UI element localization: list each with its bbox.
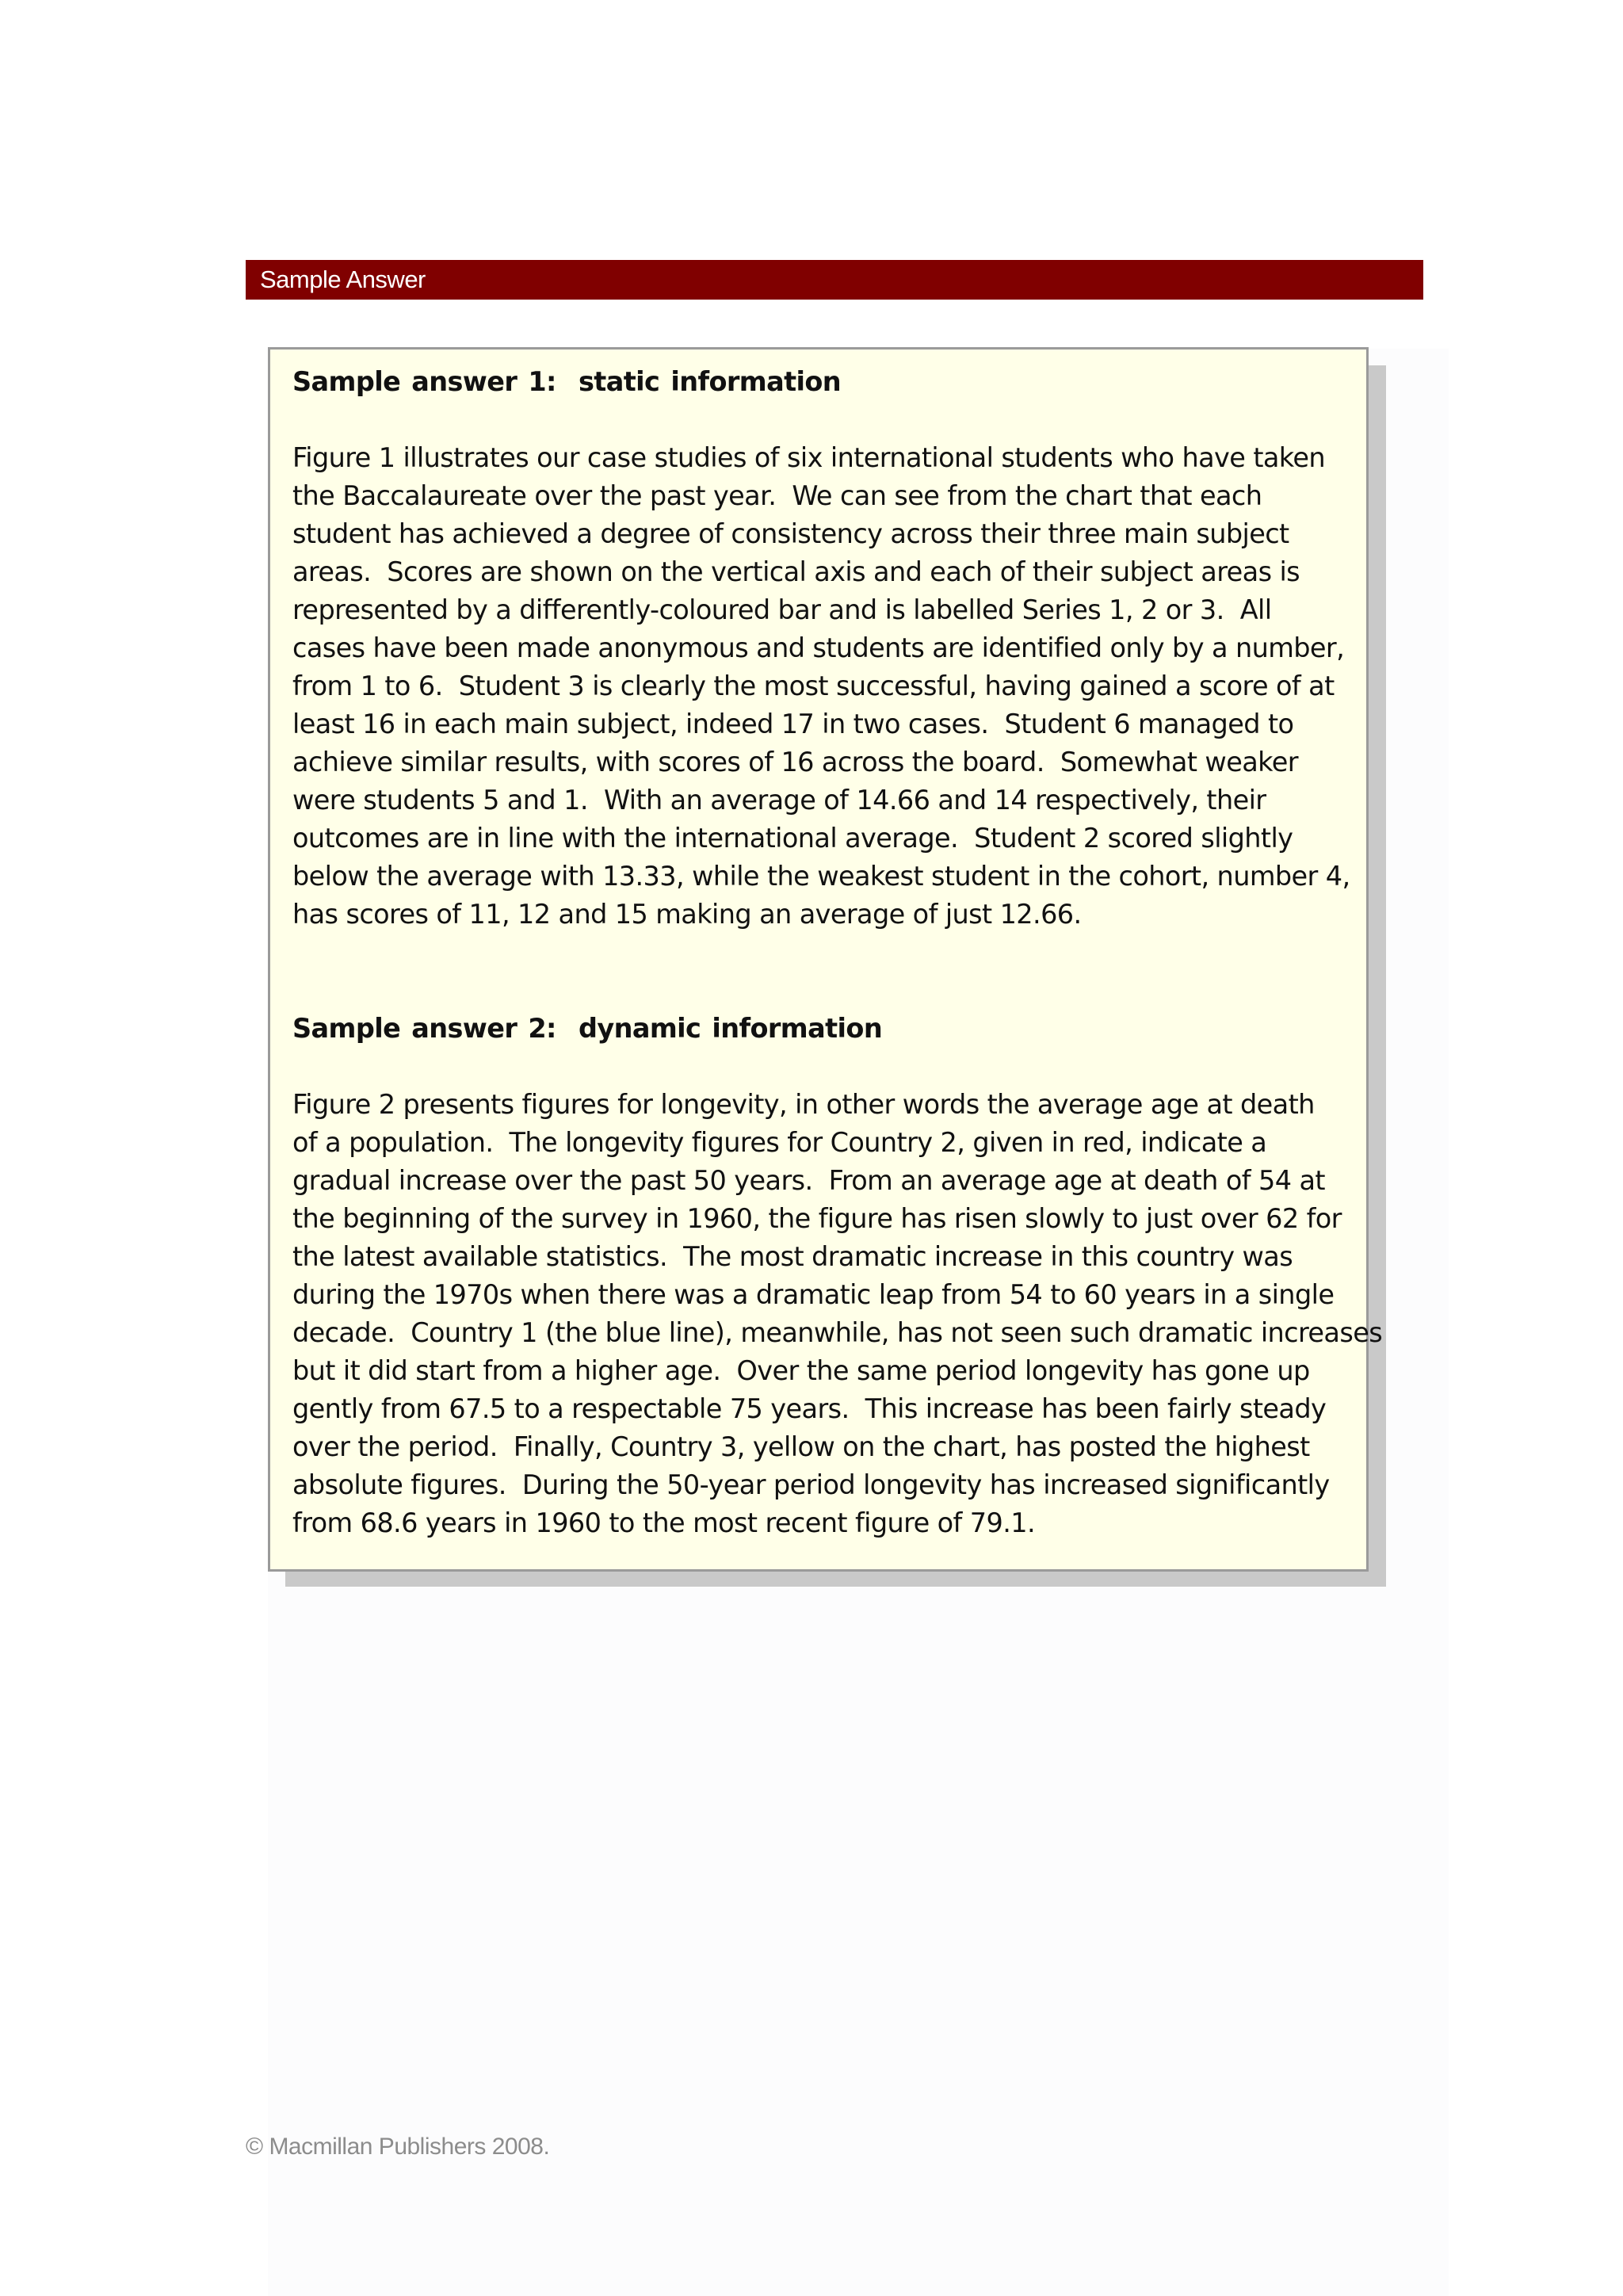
sample-answer-2-line: the beginning of the survey in 1960, the figure has risen slowly to just over 62 for xyxy=(292,1203,1342,1234)
sample-answer-2-line: Figure 2 presents figures for longevity, in other words the average age at death xyxy=(292,1089,1315,1120)
section-spacer xyxy=(292,934,1354,1010)
sample-answer-1-body xyxy=(292,439,1354,934)
paragraph-spacer xyxy=(292,1048,1354,1086)
sample-answer-2-heading: Sample answer 2: dynamic information xyxy=(292,1013,883,1044)
section-header-bar xyxy=(246,260,1423,300)
sample-answer-1-line: below the average with 13.33, while the weakest student in the cohort, number 4, xyxy=(292,861,1350,892)
sample-answer-1-line: outcomes are in line with the international average. Student 2 scored slightly xyxy=(292,823,1293,854)
sample-answer-2-body xyxy=(292,1086,1383,1542)
sample-answer-1-line: least 16 in each main subject, indeed 17 in two cases. Student 6 managed to xyxy=(292,709,1294,739)
paragraph-spacer xyxy=(292,401,1354,439)
sample-answer-1-line: Figure 1 illustrates our case studies of six international students who have taken xyxy=(292,442,1326,473)
sample-answer-2-line: during the 1970s when there was a dramatic leap from 54 to 60 years in a single xyxy=(292,1279,1335,1310)
sample-answer-2-line: absolute figures. During the 50-year period longevity has increased significantly xyxy=(292,1469,1330,1500)
copyright-notice: © Macmillan Publishers 2008. xyxy=(246,2134,550,2160)
sample-answer-1-line: student has achieved a degree of consistency across their three main subject xyxy=(292,518,1289,549)
answer-box-text xyxy=(292,363,1383,1542)
sample-answer-2-line: decade. Country 1 (the blue line), meanwhile, has not seen such dramatic increases xyxy=(292,1317,1383,1348)
sample-answer-1-line: were students 5 and 1. With an average of 14.66 and 14 respectively, their xyxy=(292,785,1266,816)
sample-answer-1-line: the Baccalaureate over the past year. We can see from the chart that each xyxy=(292,480,1262,511)
sample-answer-2-line: over the period. Finally, Country 3, yellow on the chart, has posted the highest xyxy=(292,1431,1310,1462)
sample-answer-1-line: represented by a differently-coloured bar and is labelled Series 1, 2 or 3. All xyxy=(292,594,1272,625)
sample-answer-1-line: achieve similar results, with scores of 16 across the board. Somewhat weaker xyxy=(292,747,1298,777)
sample-answer-2-line: of a population. The longevity figures for Country 2, given in red, indicate a xyxy=(292,1127,1267,1158)
sample-answer-box xyxy=(268,347,1383,1572)
sample-answer-1-line: cases have been made anonymous and students are identified only by a number, xyxy=(292,632,1345,663)
sample-answer-1-line: from 1 to 6. Student 3 is clearly the most successful, having gained a score of at xyxy=(292,670,1335,701)
sample-answer-1-line: has scores of 11, 12 and 15 making an average of just 12.66. xyxy=(292,899,1082,930)
section-header-title: Sample Answer xyxy=(260,266,426,293)
sample-answer-2-line: but it did start from a higher age. Over the same period longevity has gone up xyxy=(292,1355,1310,1386)
sample-answer-2-line: gently from 67.5 to a respectable 75 years. This increase has been fairly steady xyxy=(292,1393,1327,1424)
sample-answer-2-line: gradual increase over the past 50 years. From an average age at death of 54 at xyxy=(292,1165,1325,1196)
sample-answer-1-heading: Sample answer 1: static information xyxy=(292,366,842,397)
sample-answer-2-line: from 68.6 years in 1960 to the most recent figure of 79.1. xyxy=(292,1507,1036,1538)
sample-answer-2-line: the latest available statistics. The most dramatic increase in this country was xyxy=(292,1241,1293,1272)
sample-answer-1-line: areas. Scores are shown on the vertical axis and each of their subject areas is xyxy=(292,556,1300,587)
